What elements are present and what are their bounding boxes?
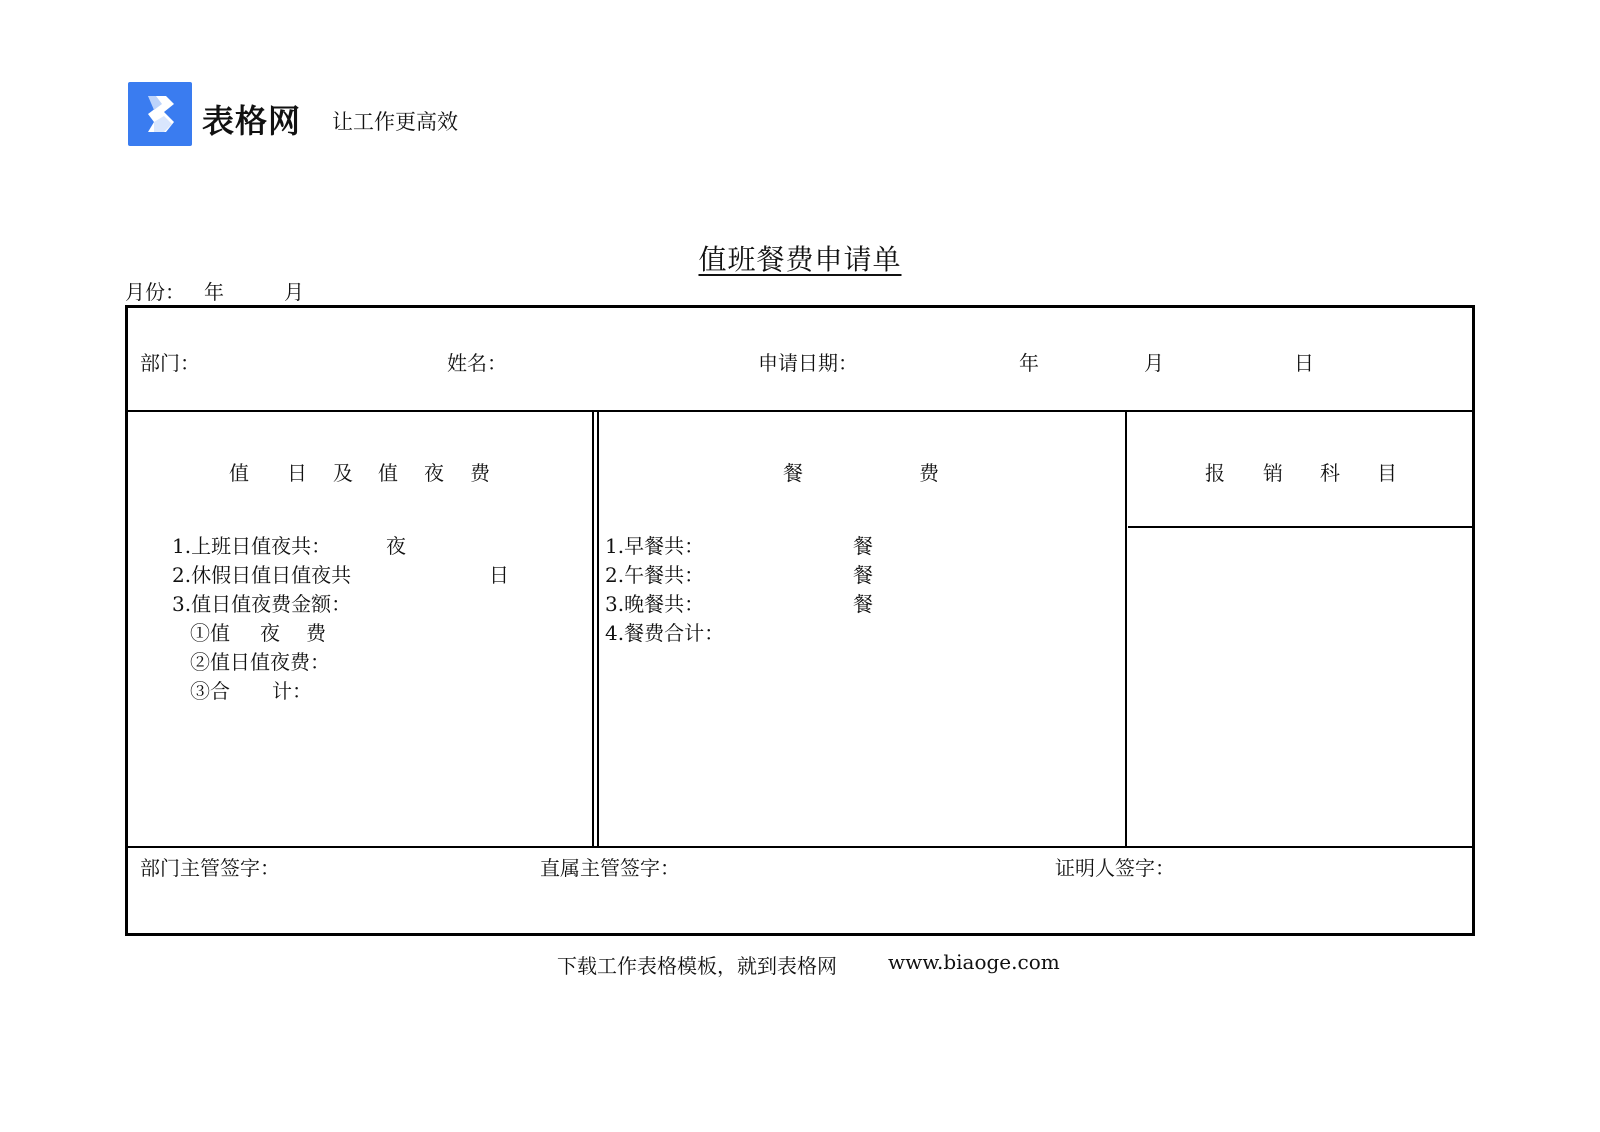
row-divider-2	[128, 846, 1472, 848]
date-label: 申请日期：	[758, 351, 858, 375]
duty-sub-1-char: 费	[306, 621, 326, 645]
form-table	[125, 305, 1475, 936]
duty-line-3-label: 3.值日值夜费金额：	[172, 592, 352, 616]
duty-heading-char: 及	[333, 461, 353, 485]
duty-sub-1-mark: ①值	[190, 621, 230, 645]
reimburse-divider	[1128, 526, 1472, 528]
month-label: 月份：	[125, 280, 185, 304]
meal-line-2-unit: 餐	[853, 563, 873, 587]
brand-logo	[128, 82, 192, 146]
meal-heading-char: 费	[919, 461, 939, 485]
meal-line-4-label: 4.餐费合计：	[605, 621, 725, 645]
duty-line-1-unit: 夜	[386, 534, 406, 558]
duty-heading-char: 值	[378, 461, 398, 485]
date-month: 月	[1144, 351, 1164, 375]
row-divider-1	[128, 410, 1472, 412]
meal-line-3-label: 3.晚餐共：	[605, 592, 705, 616]
date-year: 年	[1019, 351, 1039, 375]
duty-sub-3-mark: ③合	[190, 679, 230, 703]
duty-sub-3-label: 计：	[272, 679, 312, 703]
reimburse-heading-char: 目	[1377, 461, 1397, 485]
month-year-label: 年	[204, 280, 224, 304]
month-month-label: 月	[284, 280, 304, 304]
reimburse-heading-char: 科	[1320, 461, 1340, 485]
reimburse-heading-char: 销	[1263, 461, 1283, 485]
meal-line-1-label: 1.早餐共：	[605, 534, 705, 558]
brand-name: 表格网	[202, 102, 302, 140]
duty-heading-char: 日	[287, 461, 307, 485]
meal-line-2-label: 2.午餐共：	[605, 563, 705, 587]
duty-line-2-label: 2.休假日值日值夜共	[172, 563, 352, 587]
dept-label: 部门：	[140, 351, 200, 375]
name-label: 姓名：	[447, 351, 507, 375]
meal-line-3-unit: 餐	[853, 592, 873, 616]
duty-line-2-unit: 日	[489, 563, 509, 587]
witness-signature-label: 证明人签字：	[1055, 856, 1175, 880]
col-divider-1a	[592, 410, 594, 846]
form-title: 值班餐费申请单	[698, 243, 902, 276]
duty-sub-2: ②值日值夜费：	[190, 650, 330, 674]
date-day: 日	[1294, 351, 1314, 375]
meal-heading-char: 餐	[783, 461, 803, 485]
direct-supervisor-signature-label: 直属主管签字：	[540, 856, 680, 880]
duty-sub-1-char: 夜	[260, 621, 280, 645]
brand-slogan: 让工作更高效	[332, 110, 458, 134]
col-divider-1b	[597, 410, 599, 846]
col-divider-2	[1125, 410, 1127, 846]
biaoge-logo-icon	[128, 82, 192, 146]
footer-url[interactable]: www.biaoge.com	[888, 950, 1060, 974]
duty-line-1-label: 1.上班日值夜共：	[172, 534, 332, 558]
duty-heading-char: 夜	[424, 461, 444, 485]
duty-heading-char: 值	[229, 461, 249, 485]
reimburse-heading-char: 报	[1205, 461, 1225, 485]
meal-line-1-unit: 餐	[853, 534, 873, 558]
duty-heading-char: 费	[470, 461, 490, 485]
dept-supervisor-signature-label: 部门主管签字：	[140, 856, 280, 880]
footer-text: 下载工作表格模板，就到表格网	[557, 954, 837, 978]
